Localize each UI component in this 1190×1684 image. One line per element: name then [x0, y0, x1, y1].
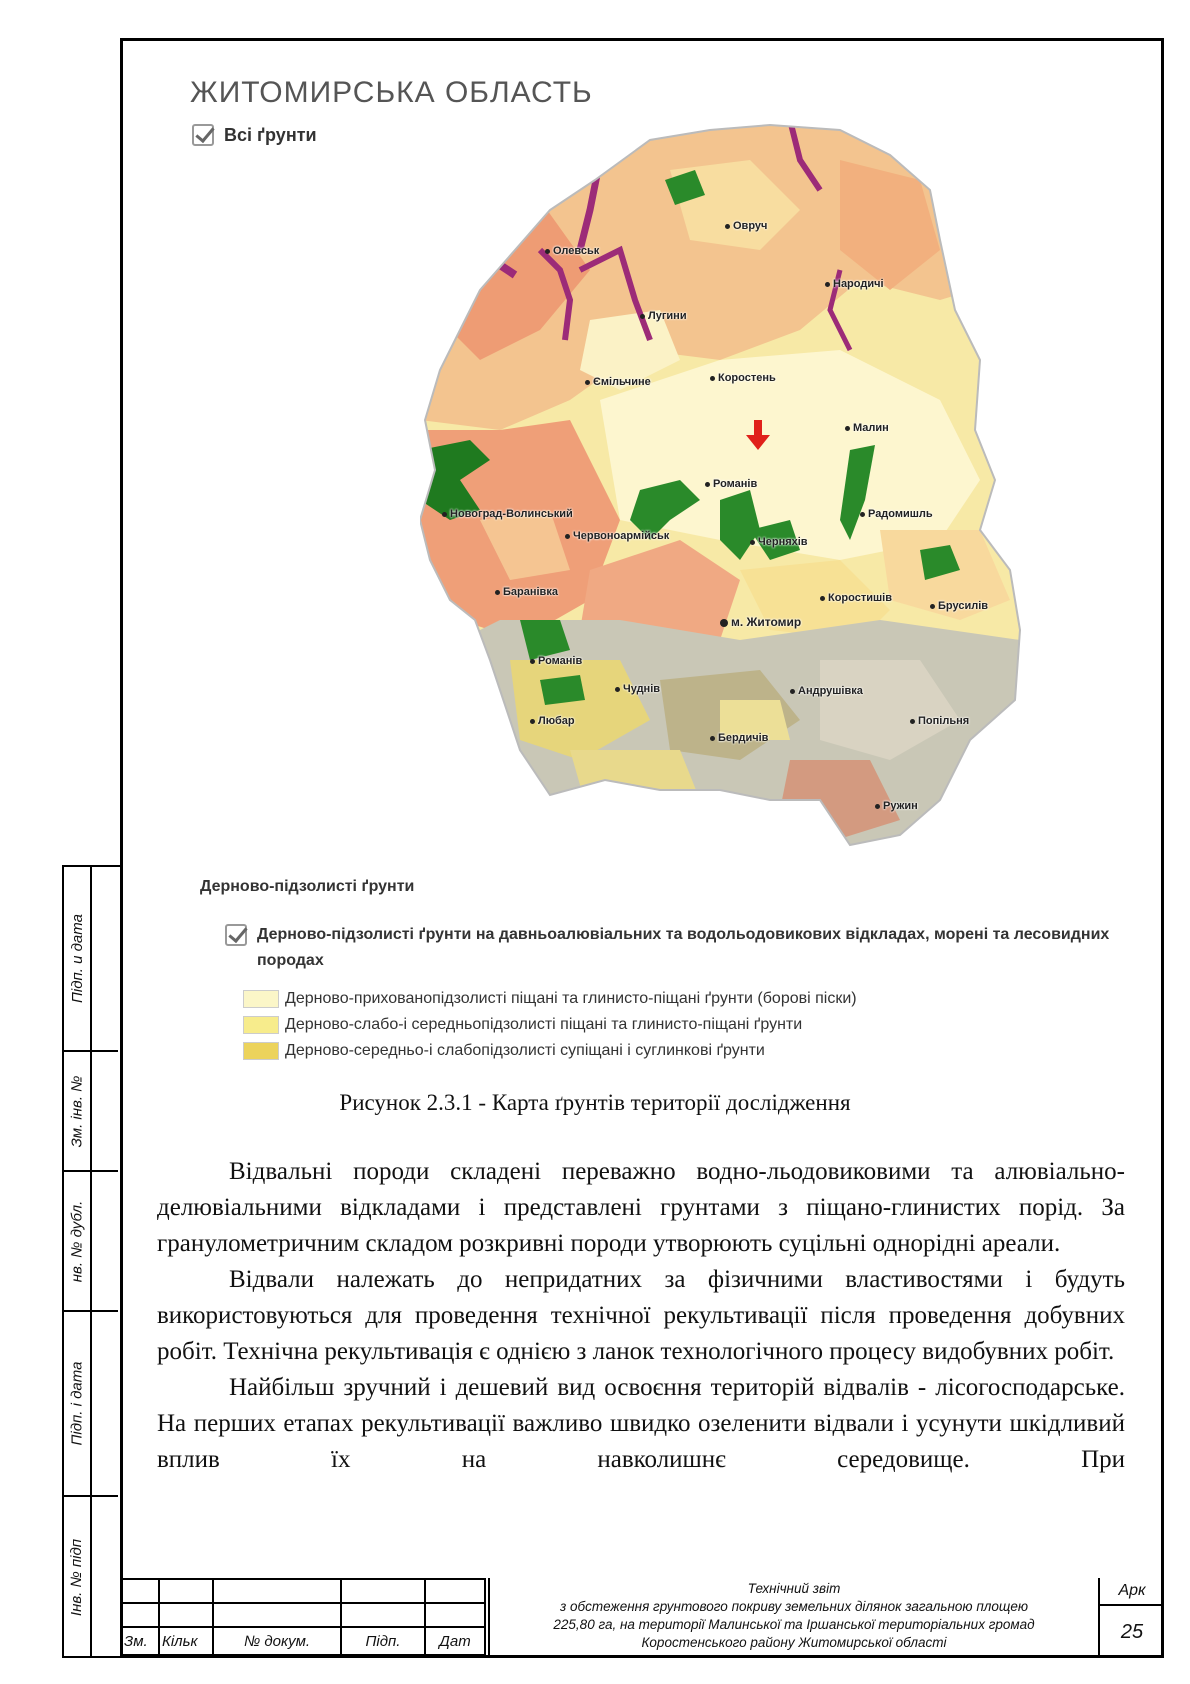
- sidebar-signature-date: Підп. и дата: [64, 867, 118, 1052]
- legend-item: Дерново-прихованопідзолисті піщані та глинисто-піщані ґрунти (борові піски): [243, 990, 857, 1008]
- city-label: Коростишів: [820, 592, 892, 604]
- revision-table: [120, 1578, 486, 1656]
- city-label: Попільня: [910, 715, 969, 727]
- legend-subheading-row[interactable]: [225, 922, 1125, 974]
- city-label: Ружин: [875, 800, 918, 812]
- paragraph: Найбільш зручний і дешевий вид освоєння територій відвалів - лісогосподарське. На перших етапах рекультивації важливо швидко озеленити відвали і усунути шкідливий вплив їх на навколишнє середовище. При: [157, 1374, 1125, 1473]
- city-label: Бердичів: [710, 732, 768, 744]
- sidebar-replace-inv: Зм. інв. №: [64, 1052, 118, 1172]
- sheet-label: Арк: [1100, 1578, 1164, 1606]
- all-soils-label: Всі ґрунти: [224, 124, 317, 145]
- checkbox-icon[interactable]: [225, 924, 247, 946]
- sidebar-signature-date-2: Підп. і дата: [64, 1312, 118, 1497]
- legend-swatch: [243, 1042, 279, 1060]
- body-text: [157, 1154, 1125, 1478]
- figure-caption: Рисунок 2.3.1 - Карта ґрунтів території дослідження: [339, 1090, 851, 1115]
- col-date: Дат: [425, 1627, 485, 1655]
- city-label: Олевськ: [545, 245, 599, 257]
- col-sign: Підп.: [341, 1627, 425, 1655]
- checkbox-icon[interactable]: [192, 124, 214, 146]
- legend-item: Дерново-середньо-і слабопідзолисті супіщані і суглинкові ґрунти: [243, 1042, 765, 1060]
- city-label: Брусилів: [930, 600, 988, 612]
- city-label: Народичі: [825, 278, 884, 290]
- city-label: Любар: [530, 715, 575, 727]
- title-block: [120, 1578, 1164, 1658]
- city-label: Овруч: [725, 220, 767, 232]
- sidebar-stamp: [62, 865, 120, 1658]
- soil-map: [420, 100, 1040, 870]
- sidebar-dup-inv: нв. № дубл.: [64, 1172, 118, 1312]
- legend-subheading: Дерново-підзолисті ґрунти на давньоалювіальних та водольодовикових відкладах, морені та лесовидних породах: [257, 926, 1110, 969]
- city-label: Ємільчине: [585, 376, 651, 388]
- all-soils-toggle[interactable]: [192, 124, 317, 146]
- legend-heading: Дерново-підзолисті ґрунти: [200, 878, 415, 895]
- city-label: Романів: [530, 655, 582, 667]
- document-title: Технічний звіт з обстеження грунтового покриву земельних ділянок загальною площею 225,80 га, на території Малинської та Іршанської територіальних громад Коростенського району Житомирської області: [488, 1578, 1100, 1658]
- legend-swatch: [243, 990, 279, 1008]
- city-label: Романів: [705, 478, 757, 490]
- sheet-number: 25: [1120, 1621, 1144, 1643]
- city-label: Коростень: [710, 372, 776, 384]
- city-label: Баранівка: [495, 586, 558, 598]
- col-doc: № докум.: [213, 1627, 341, 1655]
- city-label: Черняхів: [750, 536, 808, 548]
- city-label: Андрушівка: [790, 685, 863, 697]
- sheet-block: [1100, 1578, 1164, 1658]
- map-title: ЖИТОМИРСЬКА ОБЛАСТЬ: [190, 76, 593, 109]
- city-label: Лугини: [640, 310, 687, 322]
- legend-swatch: [243, 1016, 279, 1034]
- city-label: Чуднів: [615, 683, 660, 695]
- sidebar-inv-sign: Інв. № підп: [64, 1497, 118, 1657]
- paragraph: Відвальні породи складені переважно водно-льодовиковими та алювіально- делювіальними відкладами і представлені грунтами з піщано-глинистих порід. За гранулометричним складом розкривні породи утворюють суцільні однорідні ареали.: [157, 1158, 1125, 1257]
- city-label: Малин: [845, 422, 889, 434]
- col-change: Зм.: [121, 1627, 159, 1655]
- paragraph: Відвали належать до непридатних за фізичними властивостями і будуть використовуються для проведення технічної рекультивації після проведення добувних робіт. Технічна рекультивація є однією з ланок технологічного процесу видобувних робіт.: [157, 1266, 1125, 1365]
- legend-item: Дерново-слабо-і середньопідзолисті піщані та глинисто-піщані ґрунти: [243, 1016, 802, 1034]
- city-label: Радомишль: [860, 508, 933, 520]
- city-label: Червоноармійськ: [565, 530, 669, 542]
- city-label: Новоград-Волинський: [442, 508, 573, 520]
- col-count: Кільк: [159, 1627, 213, 1655]
- city-label: м. Житомир: [720, 615, 801, 629]
